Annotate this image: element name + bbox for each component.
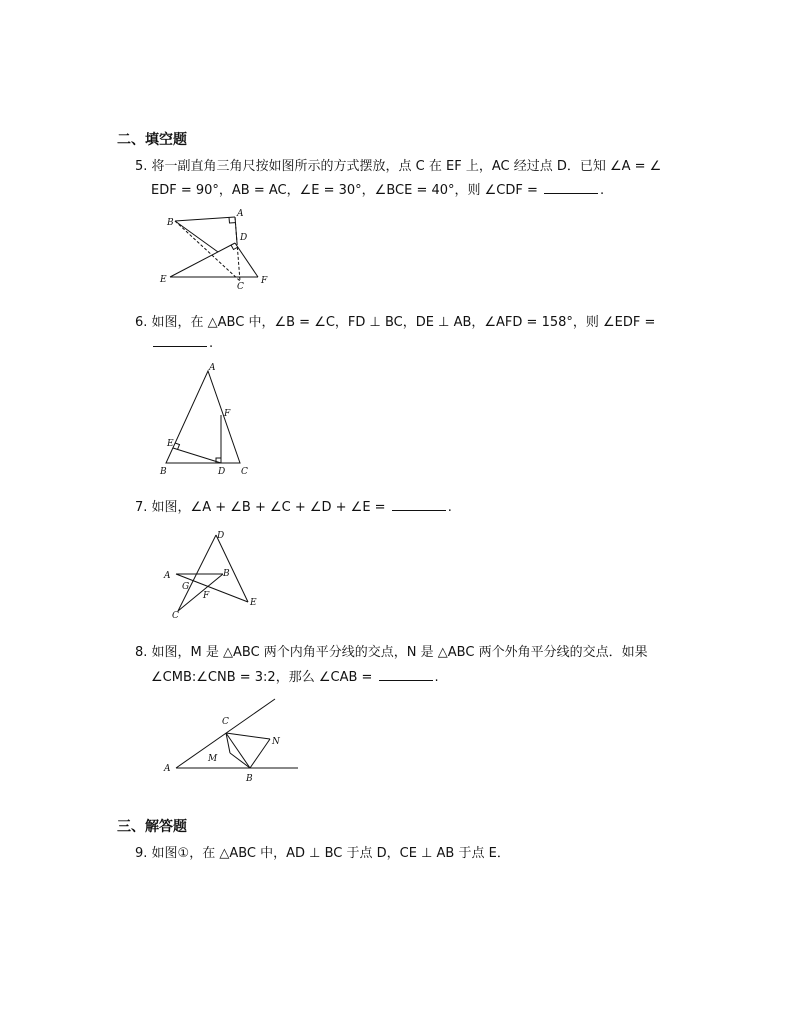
q6-figure: [158, 365, 258, 480]
section-title-answer: 三、解答题: [117, 819, 187, 835]
q8-label-b: B: [246, 774, 253, 784]
q7-label-g: G: [182, 582, 190, 592]
q8-answer-blank[interactable]: [379, 670, 433, 681]
q6-label-c: C: [241, 467, 248, 477]
q5-label-c: C: [237, 282, 244, 292]
q5-answer-blank[interactable]: [544, 183, 598, 194]
q7-label-e: E: [250, 598, 257, 608]
q7-label-d: D: [217, 531, 225, 541]
q8-text-line1: 8. 如图，M 是 △ABC 两个内角平分线的交点，N 是 △ABC 两个外角平分线的交点．如果: [135, 645, 648, 660]
q8-text-line2-main: ∠CMB:∠CNB = 3:2，那么 ∠CAB =: [151, 670, 377, 685]
q5-text-line2: [151, 179, 604, 198]
q7-segment-dc: [178, 535, 216, 611]
q5-text-line2-end: .: [600, 183, 605, 198]
q5-segment-ad-solid: [235, 217, 237, 243]
q8-label-n: N: [272, 737, 280, 747]
q6-label-a: A: [209, 363, 216, 373]
q5-segment-df: [235, 243, 258, 277]
q5-segment-bc-solid: [175, 221, 218, 252]
q6-label-f: F: [224, 409, 231, 419]
q7-segment-bc: [178, 574, 223, 611]
q8-segment-cn: [226, 733, 270, 739]
q8-label-a: A: [164, 764, 171, 774]
q5-segment-ed: [170, 243, 235, 277]
section-title-fill-in: 二、填空题: [117, 132, 187, 148]
q5-figure: [160, 205, 280, 295]
q8-text-line2: [151, 666, 439, 685]
q5-segment-bc-dashed: [175, 221, 240, 281]
q8-text-line2-end: .: [434, 670, 439, 685]
q7-label-c: C: [172, 611, 179, 621]
q7-label-a: A: [164, 571, 171, 581]
q6-text-line2: [151, 336, 213, 351]
q6-text-line2-end: .: [209, 336, 214, 351]
q5-text-line1: 5. 将一副直角三角尺按如图所示的方式摆放，点 C 在 EF 上，AC 经过点 D．已知 ∠A = ∠: [135, 159, 662, 174]
q7-text-end: .: [447, 500, 452, 515]
q7-label-b: B: [223, 569, 230, 579]
q7-answer-blank[interactable]: [392, 500, 446, 511]
q9-text-line1: 9. 如图①，在 △ABC 中，AD ⊥ BC 于点 D，CE ⊥ AB 于点 E．: [135, 846, 510, 861]
q5-label-a: A: [237, 209, 244, 219]
q5-text-line2-main: EDF = 90°，AB = AC，∠E = 30°，∠BCE = 40°，则 ∠CDF =: [151, 183, 543, 198]
q7-figure: [160, 527, 270, 622]
q8-label-m: M: [208, 754, 218, 764]
q8-figure: [160, 695, 305, 785]
q8-label-c: C: [222, 717, 229, 727]
q8-line-ac-extended: [176, 699, 275, 768]
q7-text-line1: [135, 496, 452, 515]
q8-segment-nb: [250, 739, 270, 768]
q5-label-b: B: [167, 218, 174, 228]
q8-segment-mb: [230, 753, 250, 768]
q6-label-b: B: [160, 467, 167, 477]
q7-text-main: 7. 如图，∠A + ∠B + ∠C + ∠D + ∠E =: [135, 500, 390, 515]
q5-right-angle-a: [229, 217, 236, 223]
q5-label-f: F: [261, 276, 268, 286]
q6-segment-de: [173, 448, 221, 463]
q5-label-e: E: [160, 275, 167, 285]
q7-label-f: F: [203, 591, 210, 601]
q5-label-d: D: [240, 233, 248, 243]
q6-label-e: E: [167, 439, 174, 449]
q6-label-d: D: [218, 467, 226, 477]
q6-text-line1: 6. 如图，在 △ABC 中，∠B = ∠C，FD ⊥ BC，DE ⊥ AB，∠AFD = 158°，则 ∠EDF =: [135, 315, 656, 330]
q6-answer-blank[interactable]: [153, 336, 207, 347]
q5-segment-ab: [175, 217, 235, 221]
